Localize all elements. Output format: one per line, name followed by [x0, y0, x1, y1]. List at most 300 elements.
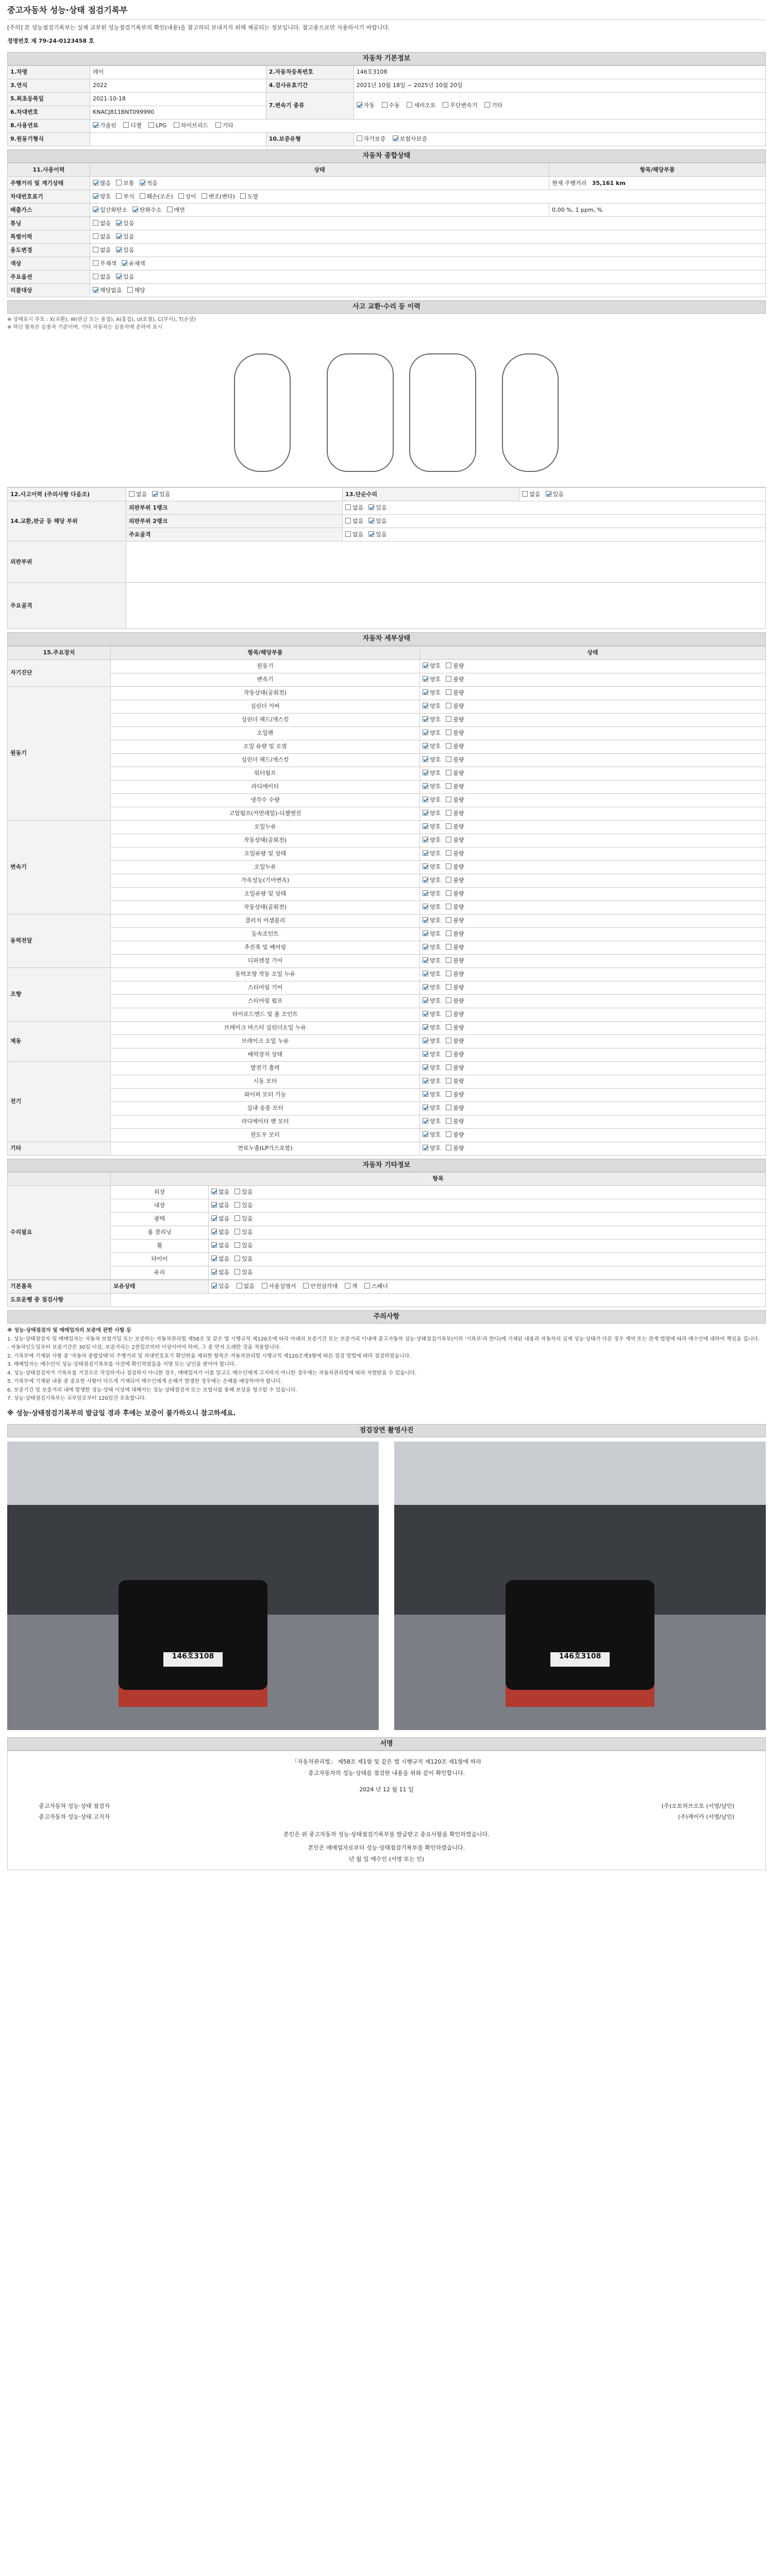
summary-row-opts: [90, 217, 766, 230]
option-label: 양호: [430, 676, 441, 683]
detail-item-label: 와이퍼 모터 기능: [111, 1088, 420, 1101]
checkbox-icon[interactable]: [152, 491, 158, 497]
detail-header-1: 15.주요장치: [8, 646, 111, 659]
detail-item-label: 원동기: [111, 659, 420, 673]
detail-item-label: 실내 송풍 모터: [111, 1101, 420, 1115]
detail-item-status: [420, 874, 766, 887]
checkbox-icon[interactable]: [446, 837, 451, 842]
section-damage-title: 사고 교환·수리 등 이력: [7, 300, 766, 314]
checkbox-icon[interactable]: [423, 730, 428, 735]
car-top-diagram: [327, 353, 394, 472]
option-label: 없음: [219, 1256, 230, 1263]
detail-item-label: 발전기 출력: [111, 1061, 420, 1075]
checkbox-icon[interactable]: [211, 1283, 217, 1289]
detail-item-label: 고압펌프(커먼레일)-디젤엔진: [111, 807, 420, 820]
checkbox-icon[interactable]: [93, 220, 98, 226]
checkbox-icon[interactable]: [423, 770, 428, 775]
option-label: 양호: [430, 971, 441, 978]
checkbox-icon[interactable]: [345, 518, 351, 523]
checkbox-icon[interactable]: [93, 274, 98, 279]
checkbox-icon[interactable]: [368, 531, 374, 537]
option-label: 양호: [430, 837, 441, 844]
checkbox-icon[interactable]: [446, 944, 451, 950]
checkbox-icon[interactable]: [446, 997, 451, 1003]
option-label: 양호: [430, 850, 441, 857]
checkbox-icon[interactable]: [446, 1105, 451, 1110]
checkbox-icon[interactable]: [423, 930, 428, 936]
checkbox-icon[interactable]: [148, 122, 154, 128]
inspection-photos: [7, 1437, 766, 1734]
option-label: 잭: [351, 1283, 358, 1290]
option-label: 불량: [453, 1051, 464, 1058]
checkbox-icon[interactable]: [423, 1011, 428, 1016]
detail-item-label: 클러치 어셈블리: [111, 914, 420, 927]
checkbox-icon[interactable]: [446, 810, 451, 816]
checkbox-icon[interactable]: [446, 957, 451, 963]
summary-row-opts: [90, 270, 766, 284]
option-label: 없음: [352, 531, 364, 538]
car-side-right-diagram: [502, 353, 559, 472]
option-label: 있음: [242, 1269, 253, 1276]
option-label: 사용설명서: [268, 1283, 296, 1290]
inspection-period-value: 2021년 10월 18일 ~ 2025년 10월 20일: [354, 79, 765, 92]
checkbox-icon[interactable]: [443, 102, 448, 108]
checkbox-icon[interactable]: [446, 971, 451, 976]
checkbox-icon[interactable]: [423, 971, 428, 976]
frame-area-cell: [126, 583, 766, 629]
detail-item-status: [420, 1021, 766, 1035]
option-label: 자동: [363, 102, 375, 109]
checkbox-icon[interactable]: [345, 1283, 350, 1289]
option-label: 일산화탄소: [100, 206, 128, 213]
detail-item-label: 배력장치 상태: [111, 1048, 420, 1061]
option-label: 양호: [430, 863, 441, 871]
fuel-options: [90, 119, 766, 132]
option-label: 양호: [430, 1011, 441, 1018]
detail-item-label: 실린더 헤드/개스킷: [111, 713, 420, 726]
checkbox-icon[interactable]: [423, 676, 428, 682]
checkbox-icon[interactable]: [234, 1215, 240, 1221]
frame-label: 주요골격: [126, 528, 343, 541]
option-label: 없음: [100, 233, 111, 240]
option-label: 없음: [219, 1269, 230, 1276]
inspector-label: 중고자동차 성능·상태 점검자: [39, 1802, 110, 1809]
detail-item-status: [420, 901, 766, 914]
warranty-label: 10.보증유형: [266, 132, 354, 146]
detail-item-status: [420, 1075, 766, 1088]
checkbox-icon[interactable]: [423, 1131, 428, 1137]
checkbox-icon[interactable]: [234, 1256, 240, 1261]
option-label: 불량: [453, 676, 464, 683]
option-label: 많음: [100, 179, 111, 187]
detail-item-status: [420, 994, 766, 1008]
checkbox-icon[interactable]: [93, 260, 98, 266]
checkbox-icon[interactable]: [446, 984, 451, 990]
option-label: 불량: [453, 796, 464, 804]
checkbox-icon[interactable]: [93, 122, 98, 128]
checkbox-icon[interactable]: [446, 904, 451, 909]
checkbox-icon[interactable]: [423, 997, 428, 1003]
checkbox-icon[interactable]: [446, 823, 451, 829]
option-label: 해당없음: [100, 286, 122, 294]
checkbox-icon[interactable]: [167, 207, 173, 212]
road-check-cell: [111, 1293, 766, 1307]
detail-item-status: [420, 860, 766, 874]
option-label: 있음: [123, 246, 135, 253]
detail-group-label: 동력전달: [8, 914, 111, 968]
checkbox-icon[interactable]: [93, 207, 98, 212]
checkbox-icon[interactable]: [423, 890, 428, 896]
summary-row-opts: [90, 284, 766, 297]
option-label: 없음: [100, 273, 111, 280]
option-label: 양호: [430, 944, 441, 951]
detail-item-label: 작동상태(공회전): [111, 901, 420, 914]
checkbox-icon[interactable]: [446, 783, 451, 789]
option-label: 양호: [430, 930, 441, 938]
checkbox-icon[interactable]: [423, 1145, 428, 1150]
summary-row-label: 배출가스: [8, 204, 90, 217]
checkbox-icon[interactable]: [446, 1064, 451, 1070]
checkbox-icon[interactable]: [178, 193, 184, 199]
checkbox-icon[interactable]: [446, 877, 451, 883]
first-reg-label: 5.최초등록일: [8, 92, 90, 106]
checkbox-icon[interactable]: [174, 122, 179, 128]
option-label: 불량: [453, 863, 464, 871]
checkbox-icon[interactable]: [423, 1091, 428, 1097]
option-label: 없음: [100, 219, 111, 227]
checkbox-icon[interactable]: [423, 877, 428, 883]
checkbox-icon[interactable]: [215, 122, 221, 128]
transmission-label: 7.변속기 종류: [266, 92, 354, 119]
summary-row-opts: [90, 230, 766, 244]
checkbox-icon[interactable]: [140, 180, 145, 185]
checkbox-icon[interactable]: [446, 676, 451, 682]
section-summary-title: 자동차 종합상태: [7, 149, 766, 163]
damage-legend: ※ 상태표시 부호 : X(교환), W(판금 또는 용접), A(흠집), U(요철), C(부식), T(손상): [7, 317, 196, 323]
option-label: 불량: [453, 997, 464, 1005]
checkbox-icon[interactable]: [123, 122, 129, 128]
checkbox-icon[interactable]: [93, 180, 98, 185]
other-extra-table: [7, 1280, 766, 1307]
checkbox-icon[interactable]: [423, 850, 428, 856]
detail-group-label: 변속기: [8, 820, 111, 914]
checkbox-icon[interactable]: [116, 193, 122, 199]
checkbox-icon[interactable]: [93, 287, 98, 293]
detail-item-status: [420, 753, 766, 767]
detail-group-label: 전기: [8, 1061, 111, 1142]
checkbox-icon[interactable]: [211, 1189, 217, 1194]
detail-item-status: [420, 740, 766, 753]
checkbox-icon[interactable]: [446, 689, 451, 695]
fuel-label: 8.사용연료: [8, 119, 90, 132]
checkbox-icon[interactable]: [382, 102, 388, 108]
section-detail-title: 자동차 세부상태: [7, 632, 766, 646]
checkbox-icon[interactable]: [93, 193, 98, 199]
checkbox-icon[interactable]: [116, 247, 122, 252]
checkbox-icon[interactable]: [234, 1269, 240, 1275]
note-line: 2. 기록부에 기재된 사항 중 '자동차 종합상태'의 주행거리 및 차대번호표기 확인란을 제외한 항목은 자동차관리법 시행규칙 제120조제3항에 따른 점검 방법에 따라 점검하였습니다.: [7, 1353, 411, 1359]
checkbox-icon[interactable]: [129, 491, 135, 497]
checkbox-icon[interactable]: [407, 102, 412, 108]
option-label: 기타: [222, 122, 233, 129]
checkbox-icon[interactable]: [446, 1038, 451, 1043]
checkbox-icon[interactable]: [201, 193, 207, 199]
checkbox-icon[interactable]: [127, 287, 133, 293]
checkbox-icon[interactable]: [423, 957, 428, 963]
detail-item-status: [420, 887, 766, 901]
sign-line-2: 중고자동차의 성능·상태를 점검한 내용을 위와 같이 확인합니다.: [308, 1770, 465, 1776]
detail-item-status: [420, 954, 766, 968]
checkbox-icon[interactable]: [303, 1283, 309, 1289]
option-label: 불량: [453, 1078, 464, 1085]
checkbox-icon[interactable]: [423, 689, 428, 695]
detail-item-status: [420, 1008, 766, 1021]
checkbox-icon[interactable]: [423, 904, 428, 909]
checkbox-icon[interactable]: [93, 233, 98, 239]
checkbox-icon[interactable]: [446, 1011, 451, 1016]
other-item-label: 타이어: [111, 1252, 209, 1266]
checkbox-icon[interactable]: [116, 274, 122, 279]
checkbox-icon[interactable]: [211, 1202, 217, 1208]
checkbox-icon[interactable]: [237, 1283, 242, 1289]
option-label: 양호: [430, 890, 441, 897]
option-label: 불량: [453, 689, 464, 697]
checkbox-icon[interactable]: [446, 796, 451, 802]
checkbox-icon[interactable]: [211, 1269, 217, 1275]
summary-header-1: 11.사용이력: [8, 163, 90, 177]
warning-text: ※ 성능·상태점검기록부의 발급일 경과 후에는 보증이 불가하오니 참고하세요.: [7, 1409, 236, 1417]
detail-item-label: 오일팬: [111, 726, 420, 740]
checkbox-icon[interactable]: [423, 703, 428, 708]
car-name-label: 1.차명: [8, 65, 90, 79]
checkbox-icon[interactable]: [262, 1283, 267, 1289]
detail-item-status: [420, 659, 766, 673]
detail-item-status: [420, 1048, 766, 1061]
detail-item-status: [420, 1115, 766, 1128]
checkbox-icon[interactable]: [446, 890, 451, 896]
checkbox-icon[interactable]: [364, 1283, 370, 1289]
detail-item-label: 워터펌프: [111, 767, 420, 780]
checkbox-icon[interactable]: [345, 531, 351, 537]
car-bottom-diagram: [409, 353, 476, 472]
inspection-period-label: 4.검사유효기간: [266, 79, 354, 92]
checkbox-icon[interactable]: [423, 1024, 428, 1030]
checkbox-icon[interactable]: [211, 1256, 217, 1261]
vin-label: 6.차대번호: [8, 106, 90, 119]
notes-block: [7, 1324, 766, 1406]
checkbox-icon[interactable]: [446, 850, 451, 856]
checkbox-icon[interactable]: [446, 1091, 451, 1097]
checkbox-icon[interactable]: [240, 193, 246, 199]
checkbox-icon[interactable]: [423, 917, 428, 923]
checkbox-icon[interactable]: [393, 135, 398, 141]
option-label: 불량: [453, 1064, 464, 1072]
detail-item-status: [420, 1142, 766, 1155]
checkbox-icon[interactable]: [446, 743, 451, 749]
option-label: 있음: [242, 1189, 253, 1196]
option-label: 양호: [430, 770, 441, 777]
option-label: 불량: [453, 850, 464, 857]
option-label: 양호: [430, 730, 441, 737]
checkbox-icon[interactable]: [423, 810, 428, 816]
checkbox-icon[interactable]: [211, 1229, 217, 1234]
detail-header-3: 상태: [420, 646, 766, 659]
car-side-left-diagram: [234, 353, 291, 472]
other-item-label: 광택: [111, 1212, 209, 1226]
checkbox-icon[interactable]: [234, 1229, 240, 1234]
checkbox-icon[interactable]: [140, 193, 145, 199]
checkbox-icon[interactable]: [211, 1242, 217, 1248]
option-label: 불량: [453, 730, 464, 737]
checkbox-icon[interactable]: [446, 863, 451, 869]
checkbox-icon[interactable]: [446, 716, 451, 722]
other-item-label: 내장: [111, 1199, 209, 1212]
checkbox-icon[interactable]: [116, 233, 122, 239]
option-label: 있음: [376, 504, 387, 511]
checkbox-icon[interactable]: [122, 260, 127, 266]
checkbox-icon[interactable]: [446, 1078, 451, 1083]
year-label: 3.연식: [8, 79, 90, 92]
checkbox-icon[interactable]: [522, 491, 528, 497]
checkbox-icon[interactable]: [116, 220, 122, 226]
detail-group-label: 기타: [8, 1142, 111, 1155]
checkbox-icon[interactable]: [446, 1131, 451, 1137]
checkbox-icon[interactable]: [446, 770, 451, 775]
simple-repair-label: 13.단순수리: [343, 488, 519, 501]
frame-area-label: 주요골격: [8, 583, 126, 629]
checkbox-icon[interactable]: [446, 756, 451, 762]
emission-value: 0.00 %, 1 ppm, %: [549, 204, 766, 217]
checkbox-icon[interactable]: [446, 663, 451, 668]
checkbox-icon[interactable]: [423, 796, 428, 802]
car-damage-diagram: [7, 333, 766, 487]
detail-item-label: 등속조인트: [111, 927, 420, 941]
checkbox-icon[interactable]: [423, 1105, 428, 1110]
simple-repair-opts: [519, 488, 766, 501]
checkbox-icon[interactable]: [546, 491, 551, 497]
checkbox-icon[interactable]: [423, 756, 428, 762]
checkbox-icon[interactable]: [357, 135, 362, 141]
transmission-options: [354, 92, 765, 119]
checkbox-icon[interactable]: [423, 743, 428, 749]
year-value: 2022: [90, 79, 266, 92]
option-label: 양호: [430, 917, 441, 924]
checkbox-icon[interactable]: [211, 1215, 217, 1221]
inspection-photo-front: [7, 1442, 379, 1730]
checkbox-icon[interactable]: [368, 518, 374, 523]
outer-rank2-label: 외판부위 2랭크: [126, 515, 343, 528]
checkbox-icon[interactable]: [345, 504, 351, 510]
checkbox-icon[interactable]: [446, 1024, 451, 1030]
checkbox-icon[interactable]: [446, 703, 451, 708]
checkbox-icon[interactable]: [446, 1051, 451, 1057]
option-label: 양호: [430, 1078, 441, 1085]
checkbox-icon[interactable]: [234, 1189, 240, 1194]
option-label: 상이: [185, 193, 196, 200]
checkbox-icon[interactable]: [423, 1118, 428, 1124]
inspector-row: [8, 1801, 765, 1812]
checkbox-icon[interactable]: [423, 1064, 428, 1070]
checkbox-icon[interactable]: [368, 504, 374, 510]
checkbox-icon[interactable]: [423, 1051, 428, 1057]
repair-needed-label: 수리필요: [8, 1185, 111, 1279]
outer-rank1-opts: [343, 501, 766, 515]
option-label: 불량: [453, 930, 464, 938]
detail-item-label: 실린더 헤드/개스킷: [111, 753, 420, 767]
other-item-status: [209, 1252, 766, 1266]
detail-item-status: [420, 686, 766, 700]
checkbox-icon[interactable]: [116, 180, 122, 185]
detail-item-label: 작동상태(공회전): [111, 686, 420, 700]
detail-item-status: [420, 713, 766, 726]
detail-item-status: [420, 793, 766, 807]
outer-area-label: 외판부위: [8, 541, 126, 583]
option-label: 불량: [453, 957, 464, 964]
checkbox-icon[interactable]: [423, 944, 428, 950]
option-label: 불량: [453, 823, 464, 831]
checkbox-icon[interactable]: [446, 917, 451, 923]
checkbox-icon[interactable]: [446, 1145, 451, 1150]
option-label: 스패너: [371, 1283, 388, 1290]
option-label: 있음: [242, 1202, 253, 1209]
section-photo-title: 점검장면 촬영사진: [7, 1424, 766, 1437]
inspection-photo-rear: [394, 1442, 766, 1730]
checkbox-icon[interactable]: [132, 207, 138, 212]
option-label: 양호: [430, 877, 441, 884]
checkbox-icon[interactable]: [423, 984, 428, 990]
detail-item-label: 브레이크 마스터 실린더오일 누유: [111, 1021, 420, 1035]
detail-item-label: 오일유량 및 상태: [111, 847, 420, 860]
option-label: 없음: [136, 490, 147, 498]
reg-no-value: 146호3108: [354, 65, 765, 79]
detail-group-label: 조향: [8, 968, 111, 1021]
checkbox-icon[interactable]: [423, 716, 428, 722]
checkbox-icon[interactable]: [423, 1078, 428, 1083]
option-label: 불량: [453, 877, 464, 884]
license-plate: 146호3108: [550, 1652, 610, 1667]
checkbox-icon[interactable]: [423, 823, 428, 829]
checkbox-icon[interactable]: [234, 1242, 240, 1248]
checkbox-icon[interactable]: [446, 730, 451, 735]
option-label: 불량: [453, 1118, 464, 1125]
option-label: 양호: [430, 743, 441, 750]
checkbox-icon[interactable]: [423, 663, 428, 668]
option-label: 양호: [430, 756, 441, 764]
option-label: 없음: [243, 1283, 255, 1290]
detail-item-label: 오일 유량 및 오염: [111, 740, 420, 753]
checkbox-icon[interactable]: [357, 102, 362, 108]
basic-info-table: [7, 65, 766, 146]
other-item-status: [209, 1199, 766, 1212]
option-label: 없음: [352, 504, 364, 511]
checkbox-icon[interactable]: [446, 1118, 451, 1124]
detail-item-label: 윈도우 모터: [111, 1128, 420, 1142]
checkbox-icon[interactable]: [484, 102, 490, 108]
checkbox-icon[interactable]: [423, 837, 428, 842]
basic-items-sub: 보유상태: [111, 1280, 209, 1293]
checkbox-icon[interactable]: [423, 1038, 428, 1043]
warranty-options: [354, 132, 765, 146]
checkbox-icon[interactable]: [423, 863, 428, 869]
option-label: 불량: [453, 1105, 464, 1112]
checkbox-icon[interactable]: [446, 930, 451, 936]
receipt-text: 본인은 위 중고자동차 성능·상태점검기록부를 발급받고 중요사항을 확인하였습니다.: [283, 1831, 490, 1838]
option-label: 불량: [453, 837, 464, 844]
checkbox-icon[interactable]: [423, 783, 428, 789]
option-label: 안전삼각대: [310, 1283, 338, 1290]
checkbox-icon[interactable]: [234, 1202, 240, 1208]
checkbox-icon[interactable]: [93, 247, 98, 252]
